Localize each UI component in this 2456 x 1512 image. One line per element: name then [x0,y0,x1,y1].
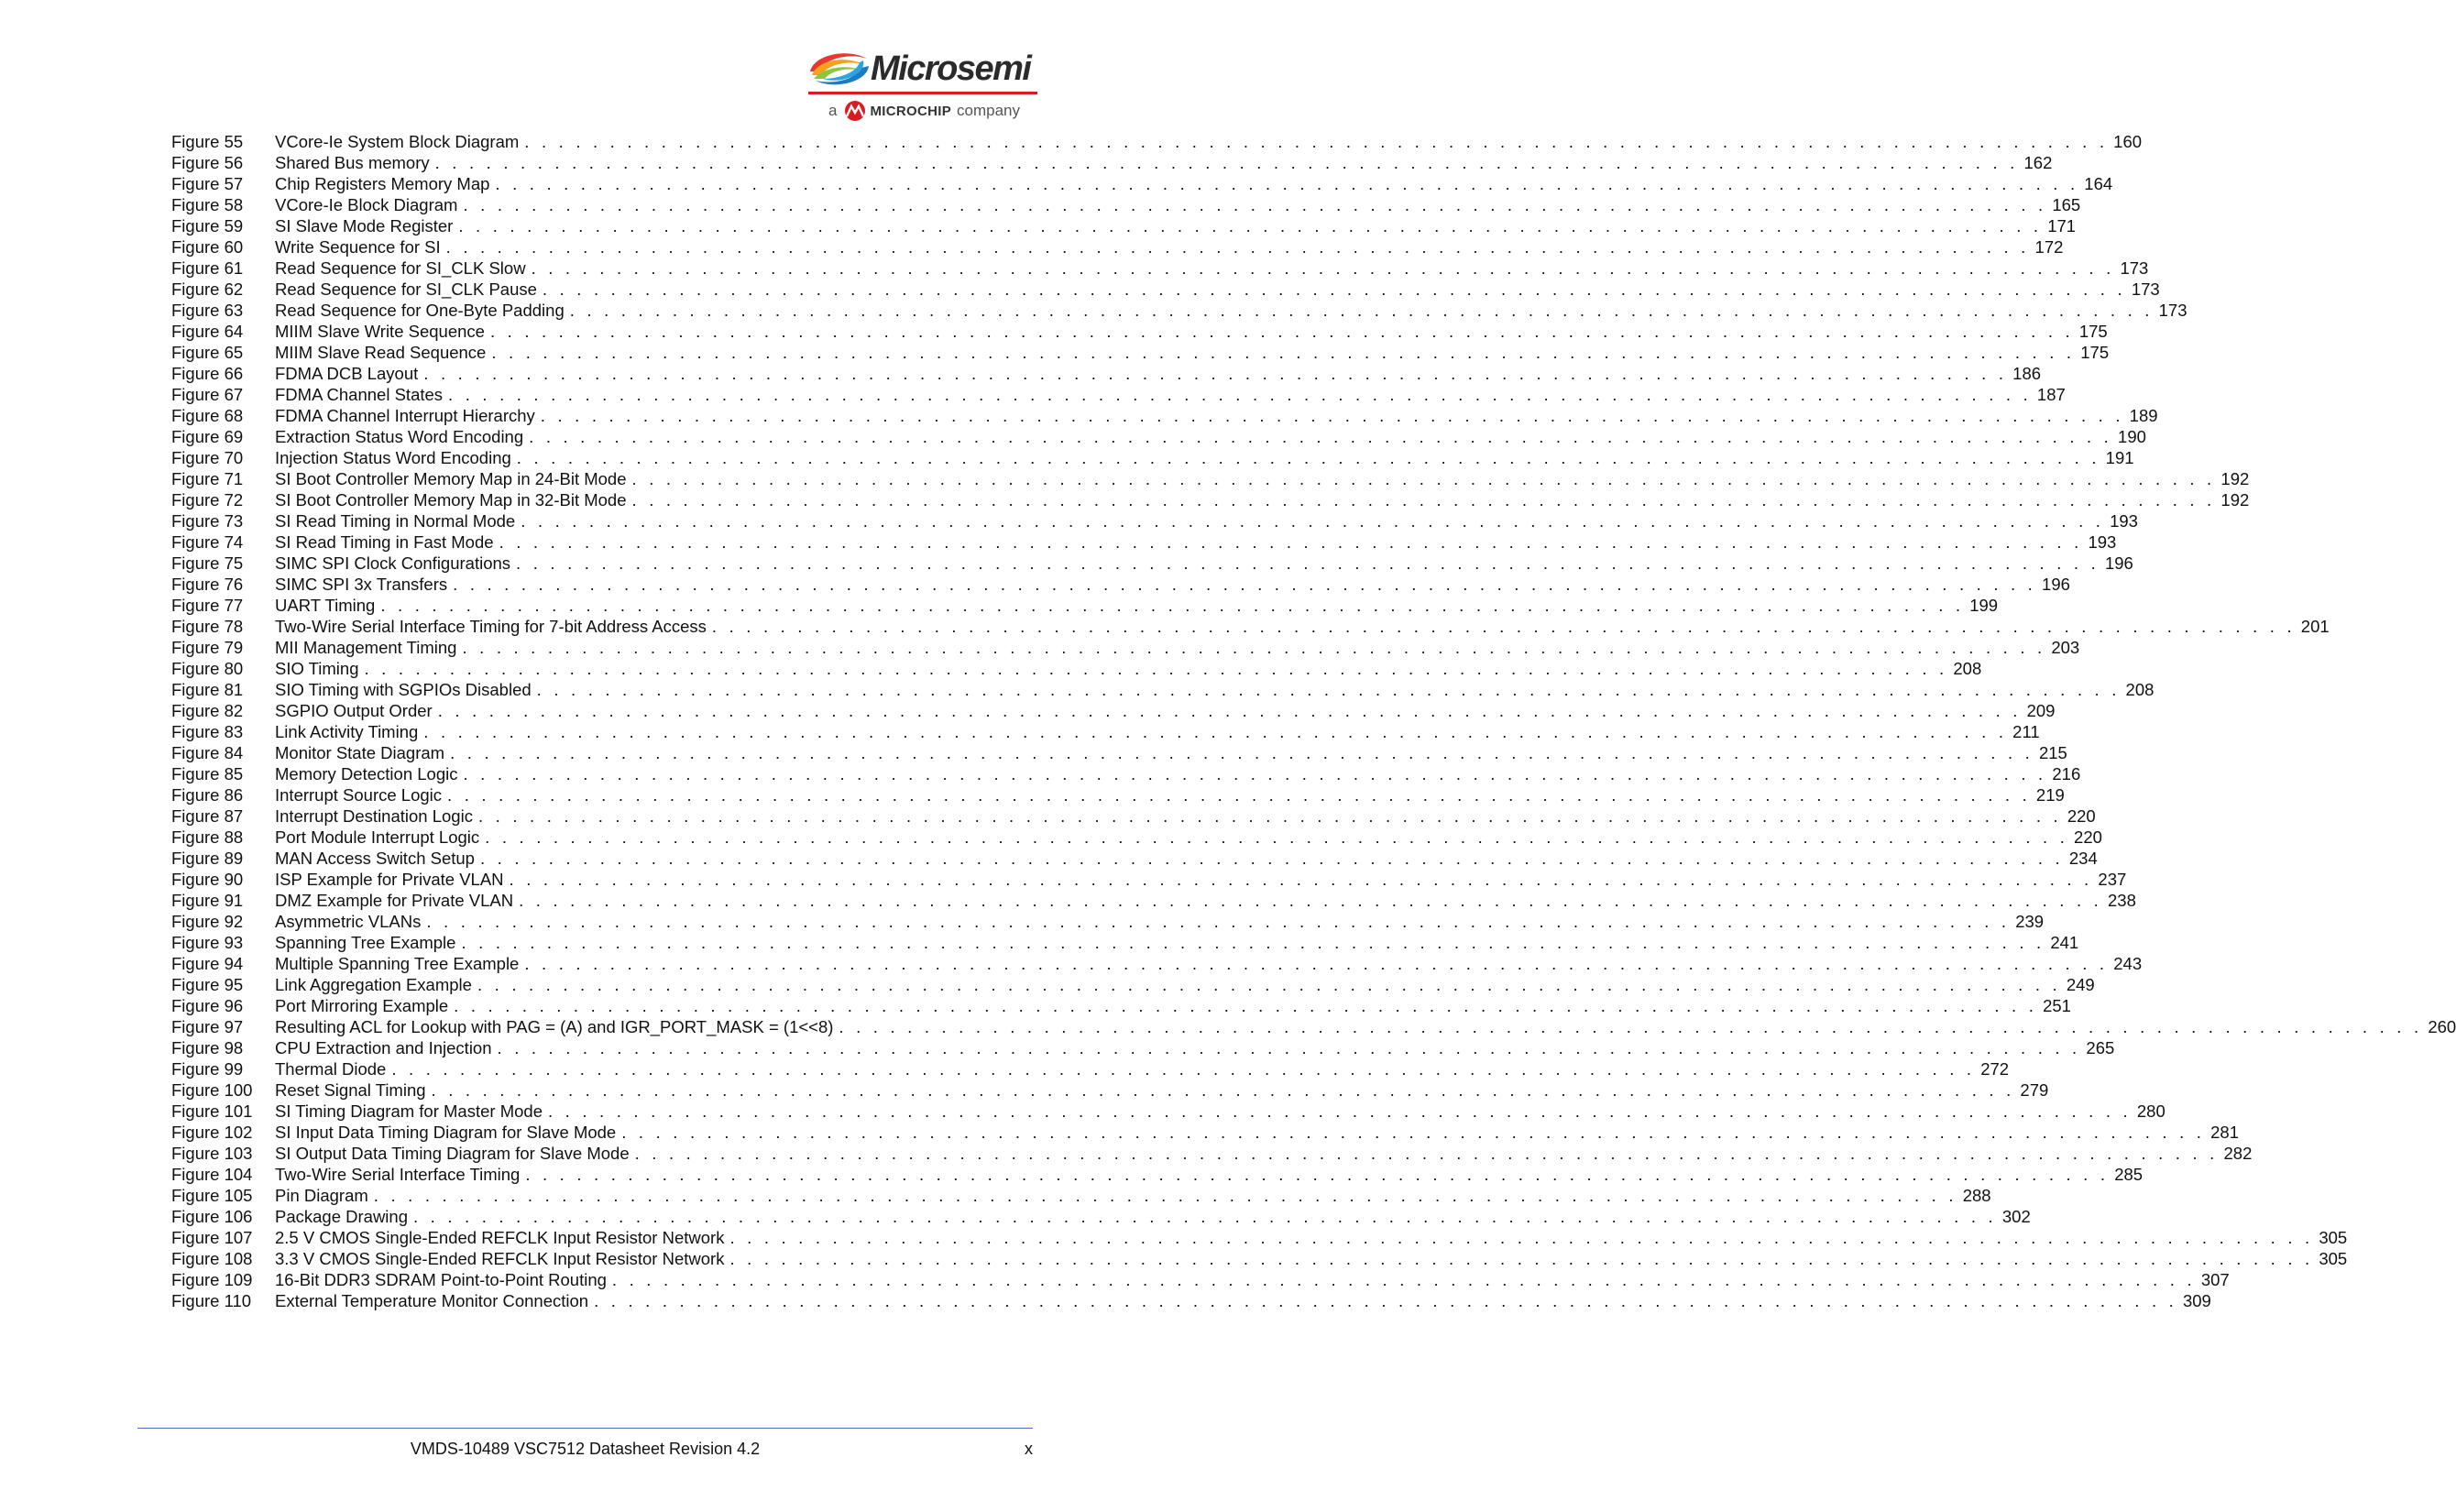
toc-entry[interactable] [171,974,2095,995]
toc-page-number: 265 [2086,1038,2115,1057]
toc-figure-label: Figure 91 [171,891,244,910]
toc-figure-title: Chip Registers Memory Map [275,174,490,193]
toc-dot-leader [463,763,2046,784]
toc-figure-title: Read Sequence for SI_CLK Pause [275,279,537,299]
toc-entry[interactable] [171,300,2187,321]
toc-figure-label: Figure 107 [171,1228,253,1247]
toc-entry[interactable] [171,173,2113,194]
toc-dot-leader [621,1122,2205,1143]
toc-figure-title: 3.3 V CMOS Single-Ended REFCLK Input Resistor Network [275,1249,725,1268]
toc-entry[interactable] [171,384,2066,405]
toc-dot-leader [413,1206,1997,1227]
toc-figure-label: Figure 79 [171,638,244,657]
toc-figure-label: Figure 61 [171,258,244,278]
toc-figure-title: DMZ Example for Private VLAN [275,891,514,910]
toc-figure-label: Figure 97 [171,1017,244,1036]
toc-figure-title: Two-Wire Serial Interface Timing for 7-bit Address Access [275,617,707,636]
toc-entry[interactable] [171,932,2079,953]
toc-dot-leader [448,384,2032,405]
toc-figure-label: Figure 95 [171,975,244,994]
toc-figure-title: Two-Wire Serial Interface Timing [275,1165,521,1184]
toc-figure-label: Figure 90 [171,870,244,889]
toc-page-number: 285 [2114,1165,2144,1184]
toc-page-number: 249 [2066,975,2095,994]
toc-entry[interactable] [171,321,2108,342]
toc-figure-title: 2.5 V CMOS Single-Ended REFCLK Input Resistor Network [275,1228,725,1247]
toc-figure-title: VCore-Ie Block Diagram [275,195,458,214]
toc-page-number: 288 [1962,1186,1991,1205]
toc-figure-title: SIO Timing [275,659,359,678]
toc-figure-label: Figure 105 [171,1186,253,1205]
toc-entry[interactable] [171,658,1982,679]
toc-page-number: 201 [2300,617,2330,636]
logo-wordmark: Microsemi [871,49,1031,88]
toc-figure-title: Injection Status Word Encoding [275,448,511,467]
toc-page-number: 307 [2200,1270,2230,1289]
logo-tagline [828,99,1020,123]
toc-figure-title: Port Module Interrupt Logic [275,827,480,847]
toc-page-number: 196 [2104,553,2133,573]
toc-figure-label: Figure 64 [171,322,244,341]
toc-figure-label: Figure 106 [171,1207,253,1226]
toc-entry[interactable] [171,742,2067,763]
toc-figure-title: MIIM Slave Read Sequence [275,343,487,362]
toc-figure-label: Figure 78 [171,617,244,636]
toc-entry[interactable] [171,890,2136,911]
toc-page-number: 272 [1980,1059,2010,1079]
toc-figure-title: UART Timing [275,596,376,615]
toc-dot-leader [541,405,2124,426]
toc-entry[interactable] [171,805,2096,827]
toc-figure-title: External Temperature Monitor Connection [275,1291,589,1310]
toc-figure-title: SIO Timing with SGPIOs Disabled [275,680,532,699]
toc-page-number: 239 [2015,912,2045,931]
toc-entry[interactable] [171,827,2102,848]
toc-page-number: 203 [2051,638,2080,657]
toc-page-number: 280 [2136,1101,2165,1121]
toc-page-number: 260 [2428,1017,2456,1036]
toc-figure-label: Figure 94 [171,954,244,973]
toc-entry[interactable] [171,1290,2211,1311]
logo-suffix: company [957,102,1020,119]
toc-figure-title: Thermal Diode [275,1059,387,1079]
toc-entry[interactable] [171,679,2154,700]
toc-page-number: 238 [2108,891,2136,910]
toc-figure-title: Memory Detection Logic [275,764,458,783]
toc-figure-title: ISP Example for Private VLAN [275,870,504,889]
microsemi-logo [806,46,1037,125]
toc-figure-title: FDMA DCB Layout [275,364,419,383]
toc-entry[interactable] [171,1164,2144,1185]
list-of-figures [171,131,2456,1311]
toc-dot-leader [632,468,2216,489]
toc-figure-title: SI Boot Controller Memory Map in 24-Bit Mode [275,469,627,488]
toc-figure-label: Figure 101 [171,1101,253,1121]
toc-figure-label: Figure 103 [171,1144,253,1163]
toc-dot-leader [548,1101,2132,1122]
toc-figure-title: Port Mirroring Example [275,996,449,1015]
toc-dot-leader [423,721,2007,742]
toc-dot-leader [495,173,2078,194]
toc-entry[interactable] [171,953,2143,974]
toc-figure-title: FDMA Channel States [275,385,444,404]
toc-figure-title: Link Aggregation Example [275,975,472,994]
toc-dot-leader [374,1185,1957,1206]
toc-figure-title: MIIM Slave Write Sequence [275,322,485,341]
toc-page-number: 187 [2036,385,2066,404]
toc-entry[interactable] [171,1143,2253,1164]
toc-entry[interactable] [171,279,2160,300]
toc-dot-leader [594,1290,2177,1311]
toc-entry[interactable] [171,1185,1991,1206]
toc-figure-title: Monitor State Diagram [275,743,445,762]
toc-figure-label: Figure 62 [171,279,244,299]
toc-page-number: 305 [2319,1249,2348,1268]
toc-figure-title: Shared Bus memory [275,153,430,172]
toc-figure-label: Figure 83 [171,722,244,741]
toc-dot-leader [490,321,2074,342]
toc-entry[interactable] [171,869,2127,890]
toc-entry[interactable] [171,531,2117,553]
toc-dot-leader [478,805,2062,827]
toc-entry[interactable] [171,426,2146,447]
toc-dot-leader [524,953,2108,974]
toc-figure-label: Figure 99 [171,1059,244,1079]
toc-entry[interactable] [171,447,2134,468]
toc-page-number: 241 [2050,933,2079,952]
toc-dot-leader [543,279,2126,300]
toc-dot-leader [463,194,2046,215]
toc-page-number: 160 [2113,132,2143,151]
toc-figure-label: Figure 86 [171,785,244,805]
toc-dot-leader [458,215,2042,236]
toc-figure-title: SI Boot Controller Memory Map in 32-Bit Mode [275,490,627,509]
toc-dot-leader [477,974,2061,995]
toc-entry[interactable] [171,1016,2456,1037]
toc-figure-title: SI Input Data Timing Diagram for Slave Mode [275,1123,617,1142]
toc-entry[interactable] [171,1079,2049,1101]
toc-figure-title: Interrupt Source Logic [275,785,443,805]
toc-entry[interactable] [171,616,2330,637]
toc-dot-leader [510,869,2093,890]
toc-dot-leader [570,300,2154,321]
toc-dot-leader [380,595,1964,616]
toc-dot-leader [516,553,2100,574]
toc-page-number: 243 [2113,954,2143,973]
toc-entry[interactable] [171,342,2110,363]
toc-entry[interactable] [171,215,2077,236]
toc-page-number: 309 [2182,1291,2211,1310]
toc-dot-leader [491,342,2075,363]
toc-entry[interactable] [171,1227,2348,1248]
toc-figure-title: SI Slave Mode Register [275,216,454,236]
toc-figure-label: Figure 57 [171,174,244,193]
toc-page-number: 279 [2020,1080,2049,1100]
toc-figure-label: Figure 110 [171,1291,252,1310]
toc-dot-leader [485,827,2068,848]
toc-entry[interactable] [171,489,2250,510]
toc-dot-leader [729,1248,2313,1269]
toc-page-number: 193 [2088,532,2117,552]
toc-page-number: 189 [2129,406,2158,425]
toc-figure-label: Figure 55 [171,132,244,151]
toc-figure-label: Figure 65 [171,343,244,362]
toc-dot-leader [438,700,2022,721]
toc-figure-label: Figure 87 [171,806,244,826]
toc-dot-leader [524,131,2108,152]
toc-entry[interactable] [171,1058,2010,1079]
toc-entry[interactable] [171,363,2042,384]
toc-dot-leader [632,489,2216,510]
toc-figure-label: Figure 80 [171,659,244,678]
toc-dot-leader [498,1037,2081,1058]
toc-dot-leader [391,1058,1975,1079]
toc-figure-title: Read Sequence for SI_CLK Slow [275,258,526,278]
toc-dot-leader [525,1164,2109,1185]
toc-figure-title: Interrupt Destination Logic [275,806,473,826]
toc-figure-label: Figure 67 [171,385,244,404]
toc-figure-label: Figure 84 [171,743,244,762]
toc-dot-leader [521,510,2104,531]
toc-figure-title: Read Sequence for One-Byte Padding [275,301,565,320]
toc-page-number: 192 [2220,469,2250,488]
toc-figure-title: MAN Access Switch Setup [275,849,475,868]
toc-page-number: 281 [2210,1123,2239,1142]
toc-entry[interactable] [171,700,2056,721]
toc-entry[interactable] [171,405,2158,426]
toc-figure-title: Extraction Status Word Encoding [275,427,524,446]
toc-page-number: 220 [2074,827,2102,847]
toc-figure-title: SI Output Data Timing Diagram for Slave Mode [275,1144,630,1163]
toc-figure-label: Figure 68 [171,406,244,425]
toc-figure-label: Figure 72 [171,490,244,509]
toc-figure-label: Figure 92 [171,912,244,931]
toc-entry[interactable] [171,911,2045,932]
toc-figure-label: Figure 85 [171,764,244,783]
toc-figure-label: Figure 104 [171,1165,253,1184]
toc-page-number: 171 [2047,216,2077,236]
toc-figure-title: SI Read Timing in Fast Mode [275,532,494,552]
toc-entry[interactable] [171,257,2149,279]
toc-dot-leader [537,679,2121,700]
toc-page-number: 199 [1969,596,1999,615]
toc-figure-label: Figure 63 [171,301,244,320]
toc-figure-title: Link Activity Timing [275,722,419,741]
toc-figure-label: Figure 93 [171,933,244,952]
toc-figure-label: Figure 81 [171,680,244,699]
toc-entry[interactable] [171,721,2040,742]
toc-dot-leader [462,637,2045,658]
toc-figure-title: VCore-Ie System Block Diagram [275,132,520,151]
toc-dot-leader [729,1227,2313,1248]
toc-figure-label: Figure 108 [171,1249,253,1268]
toc-page-number: 186 [2012,364,2042,383]
toc-page-number: 193 [2110,511,2138,531]
toc-page-number: 175 [2078,322,2108,341]
toc-figure-title: SIMC SPI Clock Configurations [275,553,511,573]
toc-page-number: 208 [1953,659,1982,678]
toc-figure-label: Figure 76 [171,575,244,594]
logo-prefix: a [828,102,838,119]
toc-entry[interactable] [171,1122,2239,1143]
toc-entry[interactable] [171,574,2070,595]
toc-figure-title: CPU Extraction and Injection [275,1038,492,1057]
toc-page-number: 190 [2118,427,2146,446]
toc-page-number: 211 [2012,722,2040,741]
toc-entry[interactable] [171,1101,2165,1122]
toc-dot-leader [517,447,2100,468]
toc-dot-leader [447,784,2031,805]
toc-figure-label: Figure 69 [171,427,244,446]
toc-entry[interactable] [171,784,2065,805]
toc-page-number: 209 [2026,701,2056,720]
toc-page-number: 165 [2052,195,2081,214]
footer-document-title: VMDS-10489 VSC7512 Datasheet Revision 4.2 [410,1440,761,1458]
toc-entry[interactable] [171,468,2250,489]
toc-page-number: 220 [2067,806,2096,826]
toc-entry[interactable] [171,763,2081,784]
toc-entry[interactable] [171,131,2143,152]
toc-figure-label: Figure 98 [171,1038,244,1057]
toc-entry[interactable] [171,1248,2348,1269]
toc-dot-leader [365,658,1948,679]
toc-page-number: 208 [2125,680,2154,699]
logo-company-name: MICROCHIP [870,103,952,119]
toc-page-number: 251 [2043,996,2071,1015]
toc-figure-label: Figure 56 [171,153,244,172]
toc-figure-title: 16-Bit DDR3 SDRAM Point-to-Point Routing [275,1270,607,1289]
toc-dot-leader [450,742,2034,763]
toc-figure-title: Write Sequence for SI [275,237,441,257]
toc-entry[interactable] [171,1037,2115,1058]
toc-page-number: 173 [2131,279,2160,299]
toc-dot-leader [529,426,2112,447]
toc-figure-title: Multiple Spanning Tree Example [275,954,520,973]
toc-figure-label: Figure 60 [171,237,244,257]
toc-page-number: 192 [2220,490,2250,509]
toc-page-number: 175 [2080,343,2110,362]
toc-figure-label: Figure 58 [171,195,244,214]
toc-figure-title: FDMA Channel Interrupt Hierarchy [275,406,535,425]
toc-figure-label: Figure 102 [171,1123,253,1142]
toc-figure-title: Package Drawing [275,1207,408,1226]
toc-entry[interactable] [171,1206,2031,1227]
toc-dot-leader [453,574,2036,595]
toc-page-number: 305 [2319,1228,2348,1247]
toc-figure-label: Figure 96 [171,996,244,1015]
toc-entry[interactable] [171,1269,2230,1290]
toc-dot-leader [432,1079,2015,1101]
toc-figure-label: Figure 71 [171,469,244,488]
toc-page-number: 196 [2042,575,2070,594]
toc-figure-title: SI Timing Diagram for Master Mode [275,1101,543,1121]
toc-figure-label: Figure 82 [171,701,244,720]
toc-page-number: 302 [2001,1207,2031,1226]
toc-figure-label: Figure 59 [171,216,244,236]
toc-figure-title: Resulting ACL for Lookup with PAG = (A) and IGR_PORT_MASK = (1<<8) [275,1017,834,1036]
toc-dot-leader [480,848,2064,869]
toc-entry[interactable] [171,553,2133,574]
toc-dot-leader [532,257,2115,279]
toc-figure-label: Figure 75 [171,553,244,573]
toc-entry[interactable] [171,194,2081,215]
toc-figure-label: Figure 74 [171,532,244,552]
toc-page-number: 237 [2098,870,2127,889]
toc-figure-label: Figure 70 [171,448,244,467]
toc-dot-leader [712,616,2296,637]
toc-figure-label: Figure 89 [171,849,244,868]
toc-dot-leader [426,911,2010,932]
toc-figure-title: SI Read Timing in Normal Mode [275,511,516,531]
logo-divider [808,92,1037,94]
toc-page-number: 164 [2084,174,2113,193]
toc-dot-leader [499,531,2083,553]
toc-page-number: 234 [2068,849,2098,868]
toc-dot-leader [612,1269,2196,1290]
toc-page-number: 219 [2035,785,2065,805]
toc-page-number: 162 [2023,153,2053,172]
toc-dot-leader [423,363,2007,384]
microchip-icon [842,100,868,122]
toc-figure-label: Figure 88 [171,827,244,847]
toc-figure-label: Figure 66 [171,364,244,383]
toc-dot-leader [454,995,2037,1016]
toc-entry[interactable] [171,637,2080,658]
toc-figure-title: MII Management Timing [275,638,457,657]
toc-page-number: 215 [2038,743,2067,762]
toc-figure-label: Figure 73 [171,511,244,531]
toc-figure-label: Figure 77 [171,596,244,615]
footer-divider [137,1428,1033,1429]
toc-figure-title: SGPIO Output Order [275,701,433,720]
toc-entry[interactable] [171,995,2071,1016]
toc-dot-leader [635,1143,2219,1164]
toc-figure-label: Figure 100 [171,1080,253,1100]
toc-figure-title: Asymmetric VLANs [275,912,422,931]
toc-page-number: 173 [2158,301,2187,320]
toc-entry[interactable] [171,510,2138,531]
toc-page-number: 173 [2120,258,2149,278]
toc-figure-title: Reset Signal Timing [275,1080,426,1100]
toc-page-number: 282 [2223,1144,2253,1163]
toc-page-number: 172 [2034,237,2064,257]
toc-figure-title: Spanning Tree Example [275,933,456,952]
toc-entry[interactable] [171,152,2053,173]
toc-figure-label: Figure 109 [171,1270,253,1289]
toc-figure-title: SIMC SPI 3x Transfers [275,575,448,594]
toc-dot-leader [839,1016,2422,1037]
toc-dot-leader [461,932,2045,953]
toc-dot-leader [519,890,2102,911]
toc-figure-title: Pin Diagram [275,1186,368,1205]
toc-entry[interactable] [171,236,2064,257]
toc-entry[interactable] [171,595,1999,616]
toc-dot-leader [446,236,2030,257]
toc-dot-leader [435,152,2019,173]
footer-page-number: x [1025,1440,1033,1458]
toc-entry[interactable] [171,848,2098,869]
toc-page-number: 216 [2052,764,2081,783]
microsemi-swirl-icon [806,48,872,90]
toc-page-number: 191 [2105,448,2134,467]
